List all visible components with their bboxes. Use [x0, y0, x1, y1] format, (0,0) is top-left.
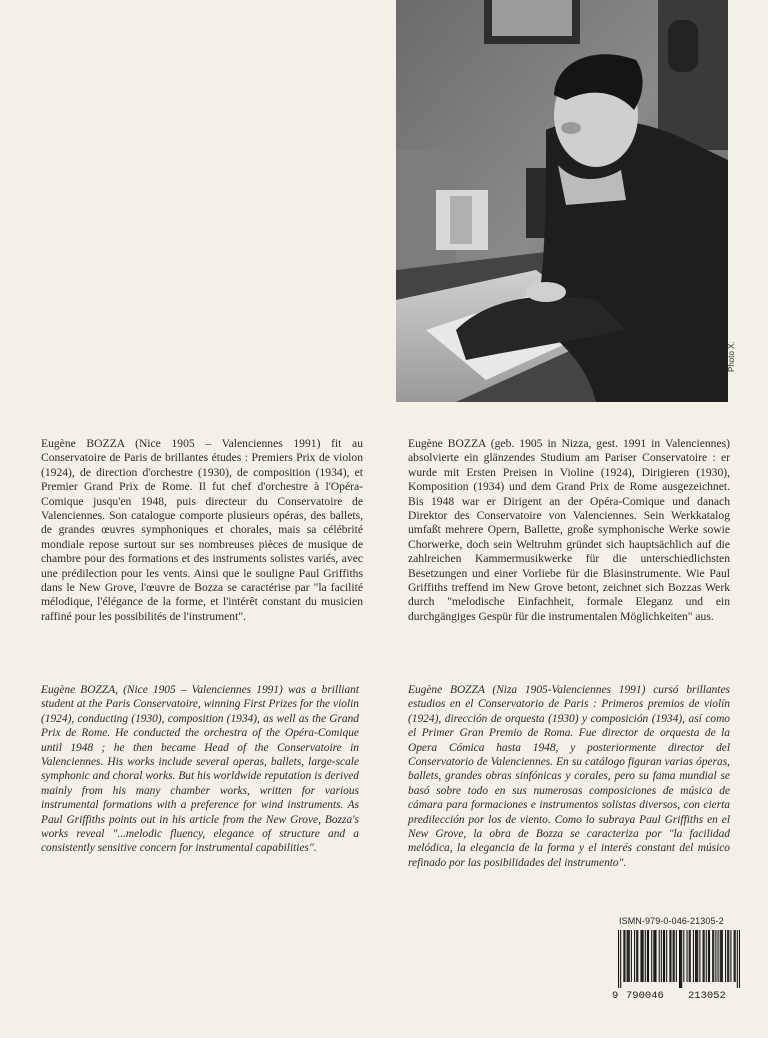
ismn-label: ISMN-979-0-046-21305-2 — [619, 916, 724, 926]
bio-spanish: Eugène BOZZA (Niza 1905-Valenciennes 1991) cursó brillantes estudios en el Conservatorio de Paris : Primeros premios de violín (1924), dirección de orquesta (1930) y composición (1934), así como el Primer Gran Premio de Roma. Fue director de orquesta de la Opera Cómica hasta 1948, y posteriormente director del Conservatorio de Valenciennes. En su catálogo figuran varias óperas, ballets, grandes obras sinfónicas y corales, pero su fama mundial se basó sobre todo en sus numerosas composiciones de música de cámara para formaciones e instrumentos solistas diversos, con cierta predilección por los de viento. Como lo subraya Paul Griffiths en el New Grove, la obra de Bozza se caracteriza por "la facilidad melódica, la elegancia de la forma y el interés constant del músico refinado por las posibilidades del instrumento". — [408, 684, 730, 869]
barcode-bar — [636, 930, 637, 982]
barcode-bar — [634, 930, 635, 982]
barcode — [618, 930, 740, 988]
barcode-bar — [680, 930, 681, 988]
barcode-bar — [674, 930, 675, 982]
barcode-bar — [715, 930, 716, 982]
barcode-bar — [681, 930, 682, 988]
bio-german: Eugène BOZZA (geb. 1905 in Nizza, gest. 1991 in Valenciennes) absolvierte ein glänzendes Studium am Pariser Conservatoire : er wurde mit Ersten Preisen in Violine (1924), Dirigieren (1930), Komposition (1934) und dem Grand Prix de Rome ausgezeichnet. Bis 1948 war er Dirigent an der Opéra-Comique und danach Direktor des Conservatoire von Valenciennes. Sein Werkkatalog umfaßt mehrere Opern, Ballette, große symphonische Werke sowie Chorwerke, doch sein Weltruhm gründet sich hauptsächlich auf die zahlreichen Kammermusikwerke für die unterschiedlichsten Besetzungen und einer Vorliebe für die Blasinstrumente. Wie Paul Griffiths treffend im New Grove betont, zeichnet sich Bozzas Werk durch "melodische Einfachheit, formale Eleganz und ein durchgängiges Gespür für die instrumentalen Möglichkeiten" aus. — [408, 437, 730, 623]
barcode-bar — [659, 930, 660, 982]
barcode-digit-group1: 790046 — [626, 990, 664, 1002]
composer-photo — [396, 0, 728, 402]
barcode-bar — [713, 930, 714, 982]
barcode-bar — [739, 930, 740, 988]
barcode-digits — [612, 990, 742, 1002]
barcode-bar — [663, 930, 664, 982]
barcode-digit-lead: 9 — [612, 990, 619, 1002]
barcode-bar — [679, 930, 680, 988]
barcode-bar — [642, 930, 643, 982]
barcode-bar — [618, 930, 619, 988]
barcode-bar — [730, 930, 731, 982]
barcode-bar — [686, 930, 687, 982]
barcode-bar — [696, 930, 697, 982]
barcode-bar — [727, 930, 728, 982]
barcode-bar — [624, 930, 625, 982]
barcode-bar — [728, 930, 729, 982]
barcode-bar — [620, 930, 621, 988]
barcode-bar — [712, 930, 713, 982]
barcode-bar — [637, 930, 638, 982]
barcode-bar — [709, 930, 710, 982]
barcode-bar — [669, 930, 670, 982]
barcode-bar — [673, 930, 674, 982]
barcode-bar — [722, 930, 723, 982]
barcode-bar — [708, 930, 709, 982]
bio-english: Eugène BOZZA, (Nice 1905 – Valenciennes 1991) was a brilliant student at the Paris Conservatoire, winning First Prizes for the violin (1924), conducting (1930), composition (1934), as well as the Grand Prix de Rome. He conducted the orchestra of the Opéra-Comique until 1948 ; he then became Head of the Conservatoire in Valenciennes. His works include several operas, ballets, large-scale symphonic and choral works. But his worldwide reputation is derived mainly from his many chamber works, written for various instrumental formations with a preference for wind instruments. As Paul Griffiths points out in his article from the New Grove, Bozza's works reveal "...melodic fluency, elegance of structure and a consistently sensitive concern for instrumental capabilities". — [41, 684, 359, 855]
barcode-bar — [689, 930, 690, 982]
barcode-bar — [653, 930, 654, 982]
barcode-bar — [721, 930, 722, 982]
barcode-bar — [690, 930, 691, 982]
barcode-bar — [627, 930, 628, 982]
barcode-bar — [683, 930, 684, 982]
barcode-bar — [640, 930, 641, 982]
bio-french: Eugène BOZZA (Nice 1905 – Valenciennes 1991) fit au Conservatoire de Paris de brillantes études : Premiers Prix de violon (1924), de direction d'orchestre (1930), de composition (1934), et Premier Grand Prix de Rome. Il fut chef d'orchestre à l'Opéra-Comique jusqu'en 1948, puis directeur du Conservatoire de Valenciennes. Son catalogue comporte plusieurs opéras, des ballets, de grandes œuvres symphoniques et chorales, mais sa célébrité mondiale repose surtout sur ses nombreuses pièces de musique de chambre pour des formations et des instruments solistes variés, avec une prédilection pour les vents. Ainsi que le souligne Paul Griffiths dans le New Grove, l'œuvre de Bozza se caractérise par "la facilité mélodique, l'élégance de la forme, et l'intérêt constant du musicien raffiné pour les possibilités de l'instrument". — [41, 437, 363, 623]
barcode-bar — [645, 930, 646, 982]
barcode-bar — [720, 930, 721, 982]
barcode-bar — [676, 930, 677, 982]
composer-photo-image — [396, 0, 728, 402]
barcode-bar — [647, 930, 648, 982]
barcode-bar — [666, 930, 667, 982]
barcode-bar — [695, 930, 696, 982]
barcode-bar — [670, 930, 671, 982]
photo-credit: Photo X. — [727, 341, 736, 372]
barcode-bar — [664, 930, 665, 982]
barcode-bar — [734, 930, 735, 982]
barcode-bar — [654, 930, 655, 982]
barcode-bar — [693, 930, 694, 982]
barcode-bar — [718, 930, 719, 982]
barcode-bar — [629, 930, 630, 982]
barcode-bar — [737, 930, 738, 988]
barcode-bar — [655, 930, 656, 982]
barcode-bar — [703, 930, 704, 982]
barcode-bar — [628, 930, 629, 982]
barcode-bar — [704, 930, 705, 982]
barcode-bar — [699, 930, 700, 982]
barcode-bar — [735, 930, 736, 982]
barcode-bar — [648, 930, 649, 982]
barcode-bar — [706, 930, 707, 982]
barcode-bar — [623, 930, 624, 982]
barcode-bar — [631, 930, 632, 982]
barcode-bar — [661, 930, 662, 982]
barcode-bar — [725, 930, 726, 982]
barcode-digit-group2: 213052 — [688, 990, 726, 1002]
barcode-bar — [697, 930, 698, 982]
barcode-bar — [651, 930, 652, 982]
barcode-bar — [643, 930, 644, 982]
